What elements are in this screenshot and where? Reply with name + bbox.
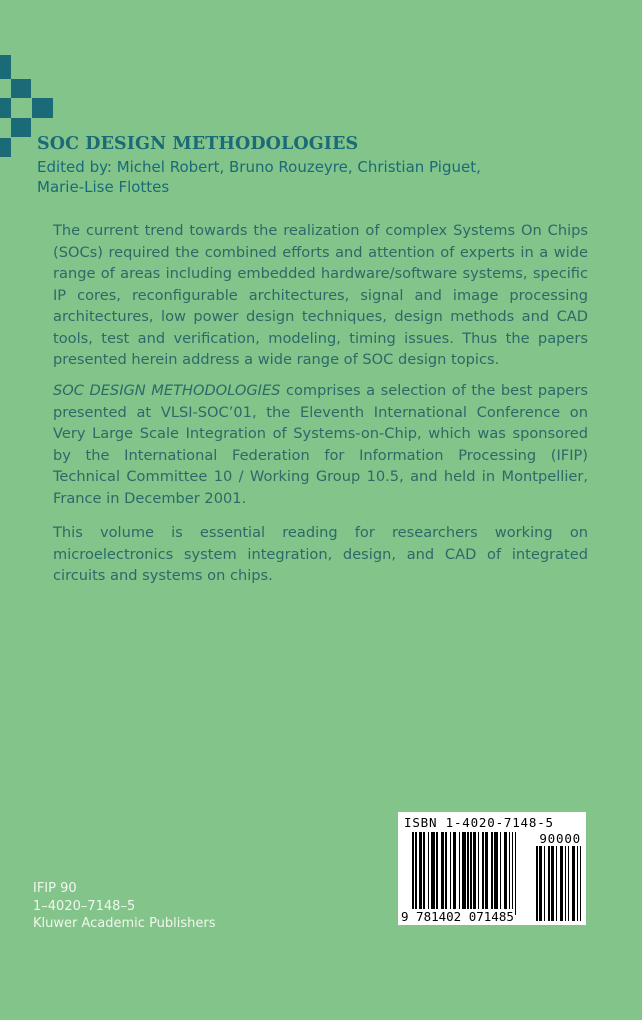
barcode-isbn-label: ISBN 1-4020-7148-5 (404, 815, 554, 830)
editors-line-1: Edited by: Michel Robert, Bruno Rouzeyre, Christian Piguet, (37, 158, 481, 176)
barcode-price-code: 90000 (539, 831, 581, 846)
barcode-ean-number: 9 781402 071485 (401, 909, 514, 924)
description-paragraph-3: This volume is essential reading for researchers working on microelectronics system integration, design, and CAD of integrated circuits and systems on chips. (53, 524, 588, 584)
logo-block (0, 55, 11, 79)
logo-block (11, 79, 31, 98)
logo-block (0, 98, 11, 118)
publisher-name: Kluwer Academic Publishers (33, 916, 216, 931)
description-paragraph-2 (53, 380, 588, 509)
description-paragraph-1: The current trend towards the realization of complex Systems On Chips (SOCs) required the combined efforts and attention of experts in a wide range of areas including embedded hardware/software systems, specific IP cores, reconfigurable architectures, signal and image processing architectures, low power design techniques, design methods and CAD tools, test and verification, modeling, timing issues. Thus the papers presented herein address a wide range of SOC design topics. (53, 222, 588, 368)
barcode-bars-icon (412, 832, 524, 911)
logo-block (32, 98, 53, 118)
paragraph-2-text: comprises a selection of the best papers presented at VLSI-SOC’01, the Eleventh International Conference on Very Large Scale Integration of Systems-on-Chip, which was sponsored by the International Federation for Information Processing (IFIP) Technical Committee 10 / Working Group 10.5, and held in Montpellier, France in December 2001. (53, 382, 588, 507)
editors-line-2: Marie-Lise Flottes (37, 178, 170, 196)
series-number: IFIP 90 (33, 881, 77, 896)
book-title-italic: SOC DESIGN METHODOLOGIES (53, 382, 281, 399)
barcode-addon-bars-icon (536, 846, 582, 921)
editors (37, 157, 597, 197)
isbn-barcode (398, 812, 586, 925)
isbn-text: 1–4020–7148–5 (33, 898, 136, 914)
logo-block (0, 138, 11, 157)
book-title: SOC DESIGN METHODOLOGIES (37, 134, 359, 154)
logo-block (11, 118, 31, 137)
publication-info (33, 880, 216, 933)
